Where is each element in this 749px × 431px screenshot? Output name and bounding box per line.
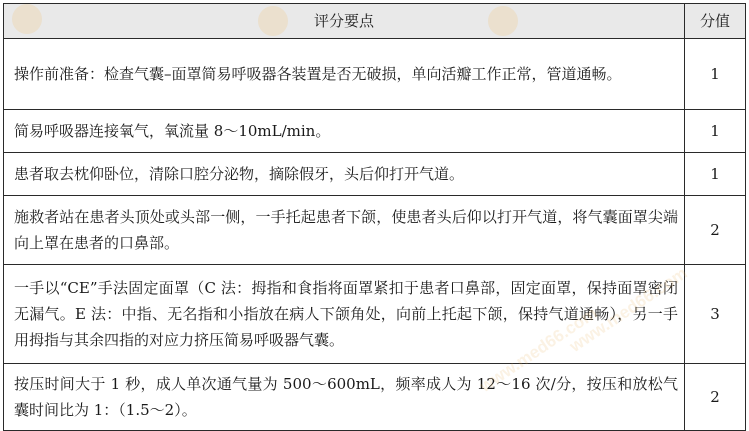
score-value-cell: 2	[685, 196, 746, 265]
watermark-url: www.med66.com	[476, 303, 601, 396]
scoring-point-cell: 简易呼吸器连接氧气，氧流量 8～10mL/min。	[4, 110, 685, 153]
score-value-cell: 1	[685, 153, 746, 196]
table-row	[4, 265, 746, 364]
score-value-cell: 2	[685, 364, 746, 431]
scoring-point-cell: 操作前准备：检查气囊–面罩简易呼吸器各装置是否无破损，单向活瓣工作正常，管道通畅。	[4, 39, 685, 110]
table-row	[4, 196, 746, 265]
table-row	[4, 39, 746, 110]
watermark-url: www.med66.com	[566, 263, 691, 356]
scoring-point-cell: 患者取去枕仰卧位，清除口腔分泌物，摘除假牙，头后仰打开气道。	[4, 153, 685, 196]
score-sheet	[3, 3, 745, 419]
score-value-cell: 1	[685, 110, 746, 153]
table-row	[4, 110, 746, 153]
header-point: 评分要点	[4, 4, 685, 39]
scoring-point-cell: 一手以“CE”手法固定面罩（C 法：拇指和食指将面罩紧扣于患者口鼻部，固定面罩，保持面罩密闭无漏气。E 法：中指、无名指和小指放在病人下颌角处，向前上托起下颌，保持气道通畅），另一手用拇指与其余四指的对应力挤压简易呼吸器气囊。	[4, 265, 685, 364]
scoring-point-cell: 按压时间大于 1 秒，成人单次通气量为 500～600mL，频率成人为 12～16 次/分，按压和放松气囊时间比为 1：（1.5～2）。	[4, 364, 685, 431]
header-row	[4, 4, 746, 39]
table-row	[4, 153, 746, 196]
score-value-cell: 3	[685, 265, 746, 364]
table-row	[4, 364, 746, 431]
header-score: 分值	[685, 4, 746, 39]
scoring-table	[3, 3, 746, 431]
scoring-point-cell: 施救者站在患者头顶处或头部一侧，一手托起患者下颌，使患者头后仰以打开气道，将气囊面罩尖端向上罩在患者的口鼻部。	[4, 196, 685, 265]
score-value-cell: 1	[685, 39, 746, 110]
